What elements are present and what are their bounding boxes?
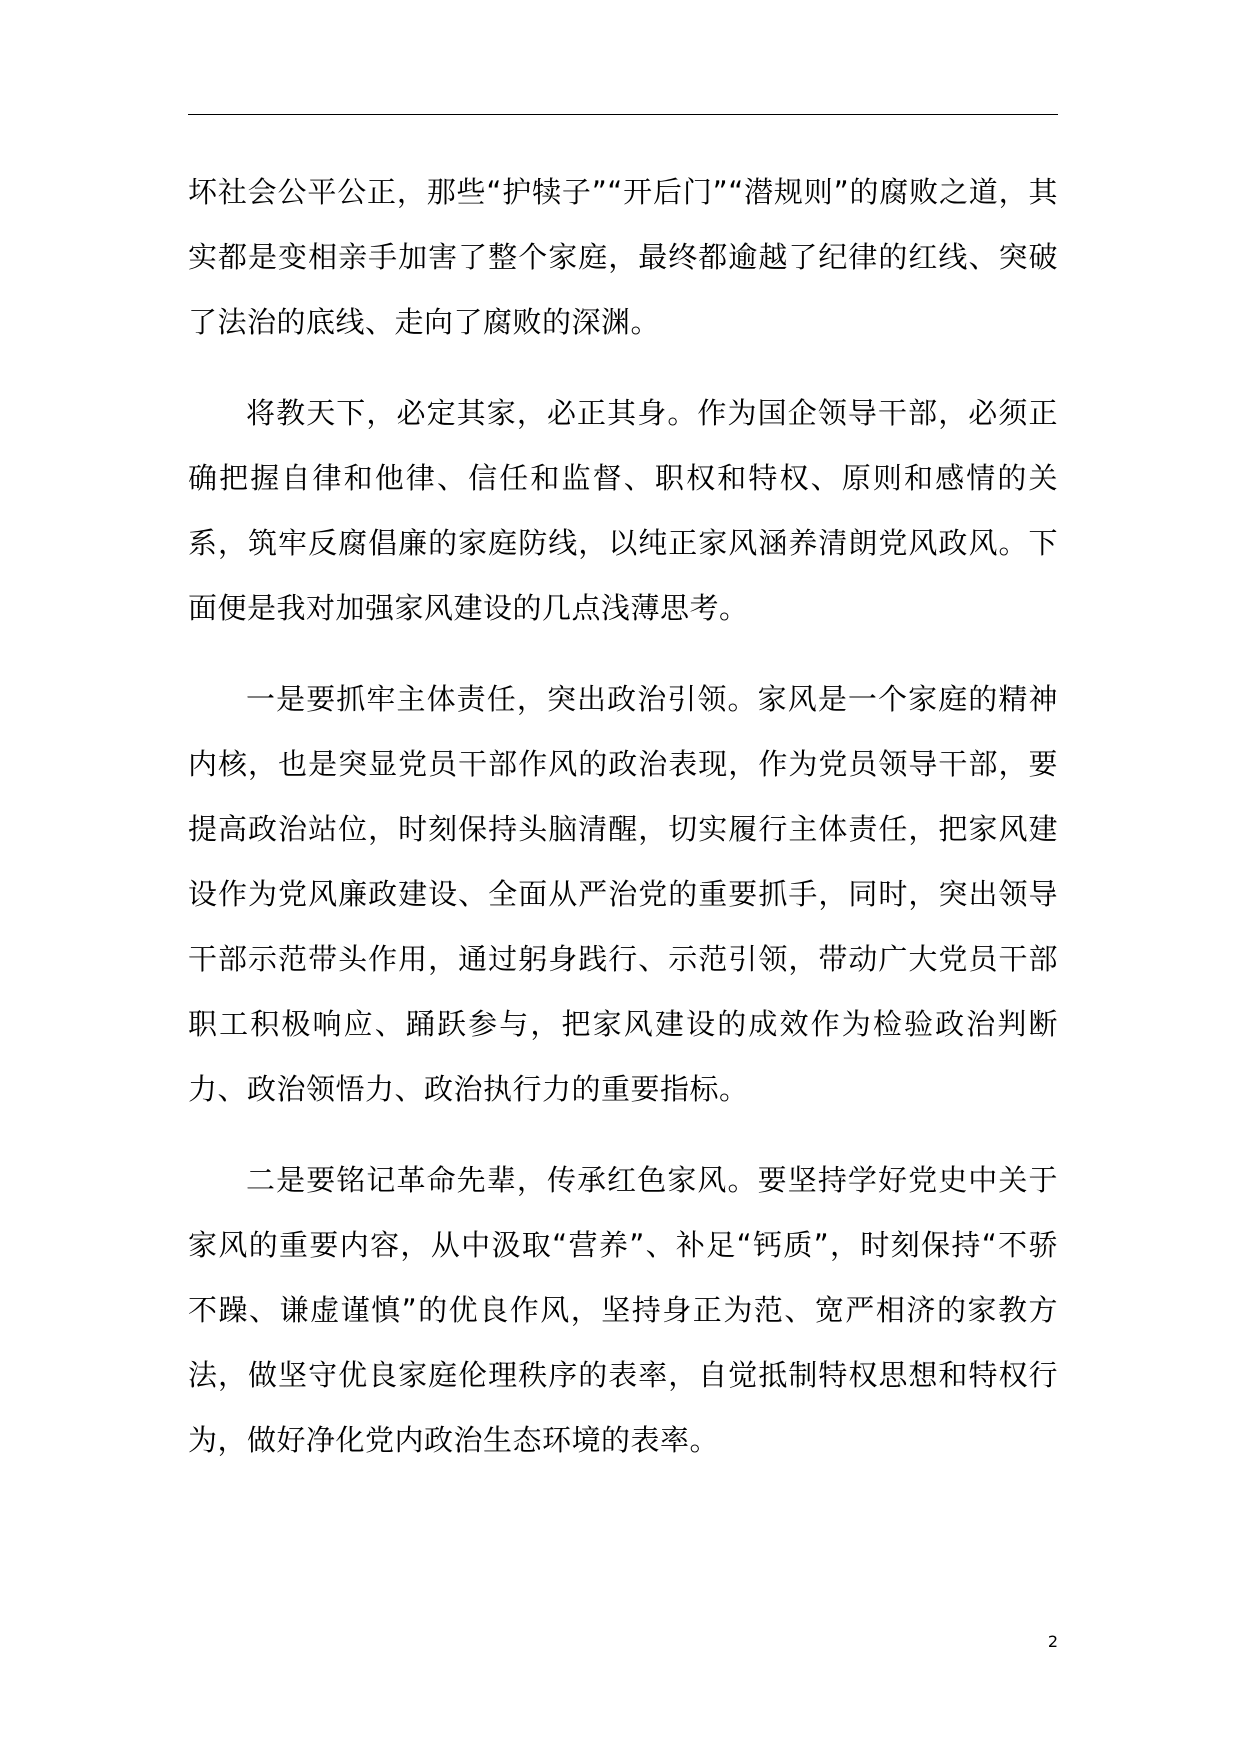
paragraph-point-one: 一是要抓牢主体责任，突出政治引领。家风是一个家庭的精神内核，也是突显党员干部作风的政治表现，作为党员领导干部，要提高政治站位，时刻保持头脑清醒，切实履行主体责任，把家风建设作为党风廉政建设、全面从严治党的重要抓手，同时，突出领导干部示范带头作用，通过躬身践行、示范引领，带动广大党员干部职工积极响应、踊跃参与，把家风建设的成效作为检验政治判断力、政治领悟力、政治执行力的重要指标。 (188, 682, 1058, 1106)
paragraph-intro: 将教天下，必定其家，必正其身。作为国企领导干部，必须正确把握自律和他律、信任和监督、职权和特权、原则和感情的关系，筑牢反腐倡廉的家庭防线，以纯正家风涵养清朗党风政风。下面便是我对加强家风建设的几点浅薄思考。 (188, 396, 1058, 625)
document-body (188, 160, 1058, 1473)
paragraph-continued: 坏社会公平公正，那些“护犊子”“开后门”“潜规则”的腐败之道，其实都是变相亲手加害了整个家庭，最终都逾越了纪律的红线、突破了法治的底线、走向了腐败的深渊。 (188, 175, 1058, 339)
page-number: 2 (1047, 1632, 1058, 1651)
paragraph-point-two: 二是要铭记革命先辈，传承红色家风。要坚持学好党史中关于家风的重要内容，从中汲取“营养”、补足“钙质”，时刻保持“不骄不躁、谦虚谨慎”的优良作风，坚持身正为范、宽严相济的家教方法，做坚守优良家庭伦理秩序的表率，自觉抵制特权思想和特权行为，做好净化党内政治生态环境的表率。 (188, 1163, 1058, 1457)
header-rule (188, 114, 1058, 115)
